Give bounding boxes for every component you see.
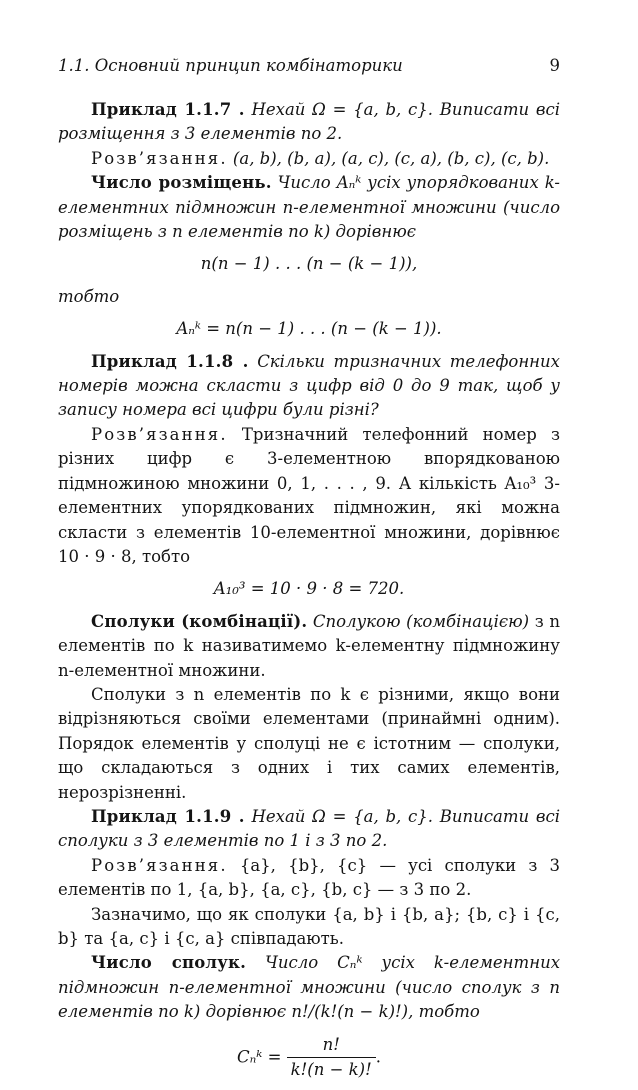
example-text: Скільки тризначних телефонних номерів можна скласти з цифр від 0 до 9 так, щоб у запису номера всі цифри були різні? <box>58 351 560 420</box>
fraction <box>287 1033 376 1083</box>
definition-label: Число розміщень. <box>91 173 272 193</box>
arrangements-formula: n(n − 1) . . . (n − (k − 1)), <box>200 254 418 274</box>
combinations-definition: Сполуки (комбінації). Сполукою (комбінацією) з n елементів по k називатимемо k-елементну підмножину n-елементної множини. <box>58 611 560 680</box>
solution-text: Тризначний телефонний номер з різних цифр є 3-елементною впорядкованою підмножиною множини 0, 1, . . . , 9. А кількість A₁₀³ 3-елементних упорядкованих підмножин, які можна скласти з елементів 10-елементної множини, дорівнює 10 · 9 · 8, тобто <box>58 424 561 566</box>
example-text: Нехай Ω = {a, b, c}. Виписати всі розміщення з 3 елементів по 2. <box>58 100 560 144</box>
example-label: Приклад 1.1.7 . <box>91 100 245 119</box>
page-body <box>58 98 560 1090</box>
example-label: Приклад 1.1.8 . <box>91 351 249 371</box>
tobto-1: тобто <box>58 286 120 306</box>
note-paragraph: Зазначимо, що як сполуки {a, b} і {b, a}; {b, c} і {c, b} та {a, c} і {c, a} співпадають. <box>58 904 560 948</box>
running-header <box>58 56 560 78</box>
number-of-combinations <box>58 951 560 1024</box>
definition-label: Сполуки (комбінації). <box>91 611 308 631</box>
solution-1 <box>58 147 560 171</box>
solution-text: {a}, {b}, {c} — усі сполуки з 3 елементів по 1, {a, b}, {a, c}, {b, c} — з 3 по 2. <box>58 855 560 900</box>
solution-text: (a, b), (b, a), (a, c), (c, a), (b, c), (c, b). <box>232 148 550 168</box>
page-number: 9 <box>549 56 560 75</box>
solution-2 <box>58 423 560 569</box>
fraction-denominator: k!(n − k)! <box>290 1060 372 1080</box>
solution-label: Розв’язання. <box>91 855 228 875</box>
example-label: Приклад 1.1.9 . <box>91 806 245 826</box>
phone-count-formula: A₁₀³ = 10 · 9 · 8 = 720. <box>213 579 405 599</box>
definition-label: Число сполук. <box>91 953 247 973</box>
arrangements-formula-2: Aₙᵏ = n(n − 1) . . . (n − (k − 1)). <box>176 319 442 339</box>
definition-text: Число Aₙᵏ усіх упорядкованих k-елементних підмножин n-елементної множини (число розміщень з n елементів по k) дорівнює <box>58 173 560 242</box>
combinations-paragraph: Сполуки з n елементів по k є різними, якщо вони відрізняються своїми елементами (принаймні одним). Порядок елементів у сполуці не є істотним — сполуки, що складаються з одних і тих самих елементів, нерозрізненні. <box>58 684 560 802</box>
example-text: Нехай Ω = {a, b, c}. Виписати всі сполуки з 3 елементів по 1 і з 3 по 2. <box>58 806 560 851</box>
solution-3 <box>58 854 560 903</box>
combinations-formula: Cₙᵏ = $\frac{n!}{k!(n - k)!}$ . <box>58 1033 560 1083</box>
example-1-1-7 <box>58 98 560 147</box>
solution-label: Розв’язання. <box>91 148 228 168</box>
solution-label: Розв’язання. <box>91 424 228 444</box>
definition-text: Число Cₙᵏ усіх k-елементних підмножин n-елементної множини (число сполук з n елементів по k) дорівнює n!/(k!(n − k)!), тобто <box>58 953 560 1022</box>
example-1-1-8 <box>58 350 560 423</box>
running-title: 1.1. Основний принцип комбінаторики <box>58 56 403 75</box>
arrangements-definition <box>58 171 560 244</box>
fraction-numerator: n! <box>287 1033 376 1058</box>
example-1-1-9 <box>58 805 560 854</box>
